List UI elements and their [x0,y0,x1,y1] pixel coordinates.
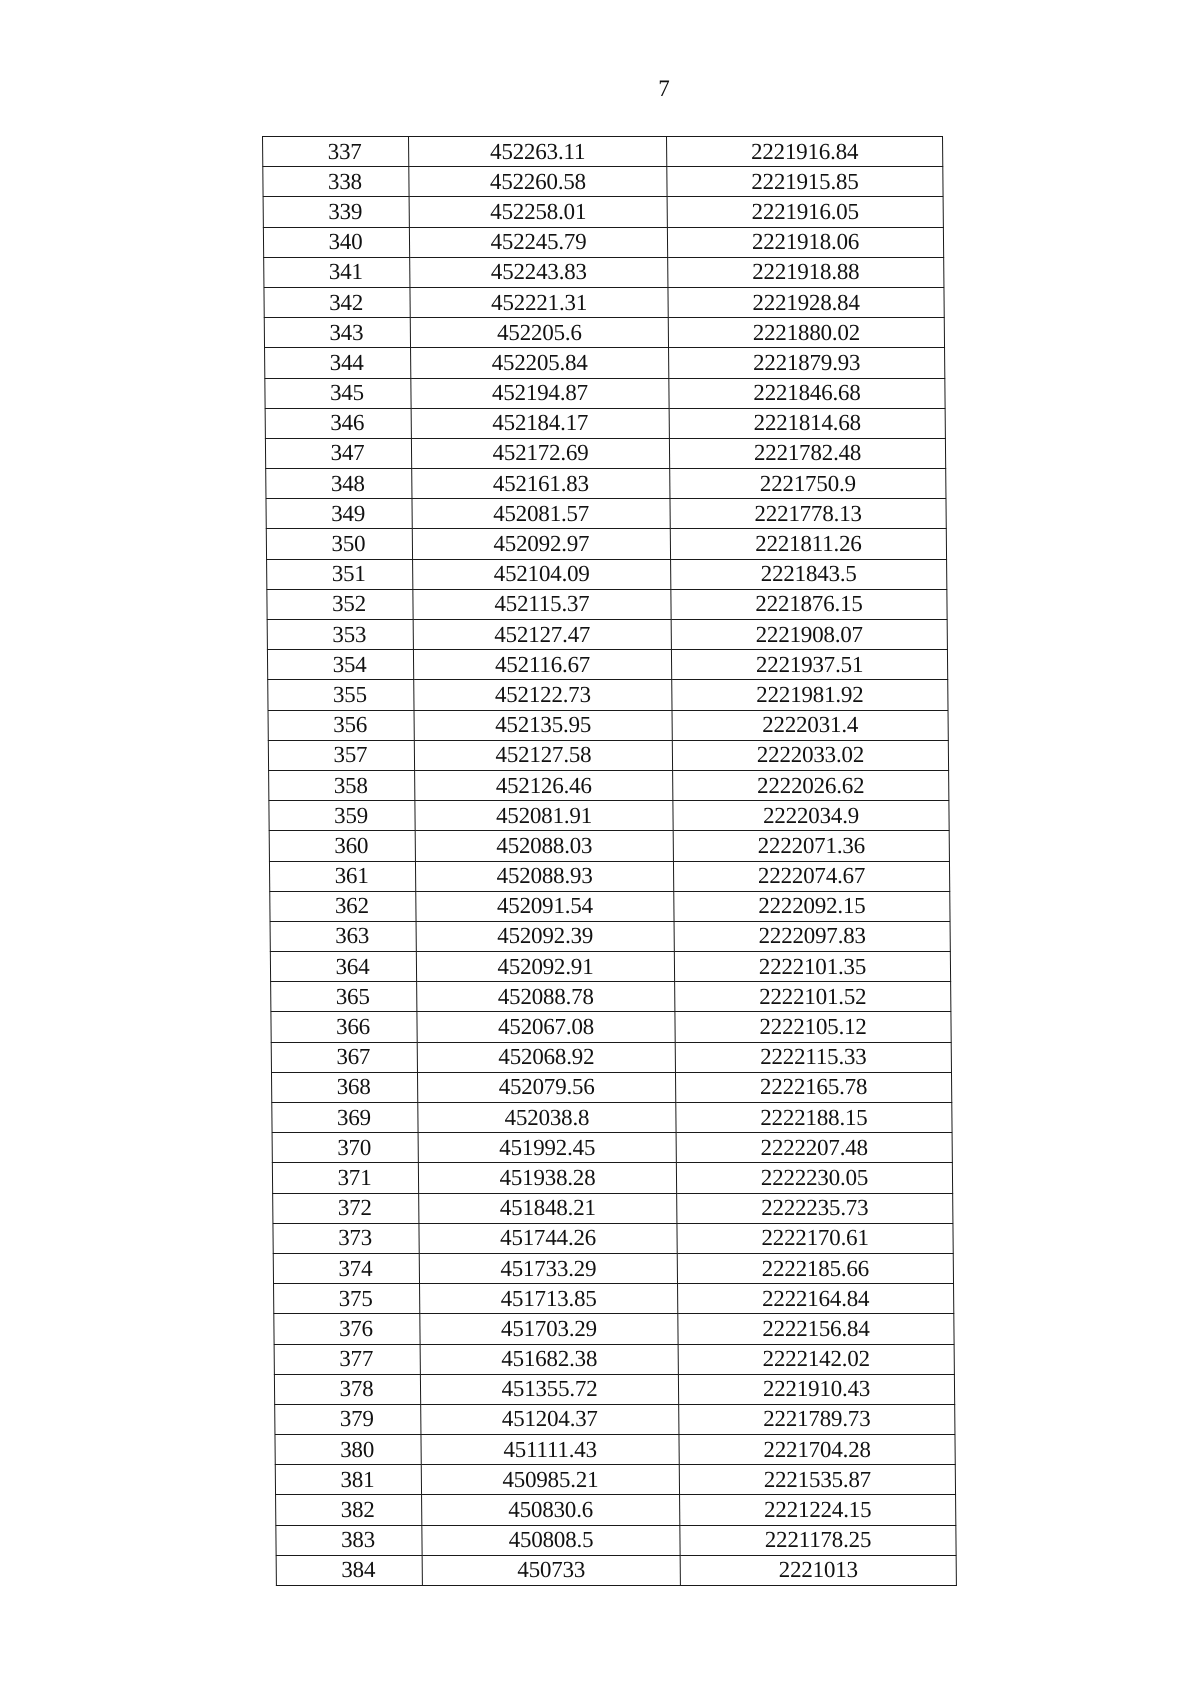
point-number-cell: 371 [272,1163,418,1193]
point-number-cell: 362 [270,891,416,921]
y-coordinate-cell: 2221916.84 [667,137,943,167]
point-number-cell: 370 [272,1133,418,1163]
table-row [265,378,945,408]
point-number-cell: 367 [271,1042,417,1072]
point-number-cell: 376 [274,1314,420,1344]
point-number-cell: 358 [269,770,415,800]
x-coordinate-cell: 452079.56 [417,1072,675,1102]
y-coordinate-cell: 2222034.9 [673,801,949,831]
y-coordinate-cell: 2221880.02 [668,318,944,348]
x-coordinate-cell: 452243.83 [410,257,668,287]
table-row [271,1012,951,1042]
point-number-cell: 354 [267,650,413,680]
y-coordinate-cell: 2222031.4 [672,710,948,740]
y-coordinate-cell: 2221704.28 [679,1435,955,1465]
point-number-cell: 366 [271,1012,417,1042]
point-number-cell: 353 [267,620,413,650]
x-coordinate-cell: 452221.31 [410,287,668,317]
y-coordinate-cell: 2221178.25 [680,1525,956,1555]
point-number-cell: 372 [273,1193,419,1223]
y-coordinate-cell: 2221224.15 [680,1495,956,1525]
y-coordinate-cell: 2222033.02 [672,740,948,770]
y-coordinate-cell: 2222097.83 [674,921,950,951]
y-coordinate-cell: 2222230.05 [676,1163,952,1193]
table-row [264,318,944,348]
y-coordinate-cell: 2221981.92 [672,680,948,710]
point-number-cell: 348 [266,469,412,499]
x-coordinate-cell: 451713.85 [420,1284,678,1314]
y-coordinate-cell: 2221908.07 [671,620,947,650]
x-coordinate-cell: 452135.95 [414,710,672,740]
table-row [276,1495,956,1525]
x-coordinate-cell: 452194.87 [411,378,669,408]
y-coordinate-cell: 2222074.67 [673,861,949,891]
x-coordinate-cell: 451992.45 [418,1133,676,1163]
point-number-cell: 352 [267,589,413,619]
x-coordinate-cell: 452092.91 [416,952,674,982]
table-row [267,650,947,680]
x-coordinate-cell: 451703.29 [420,1314,678,1344]
y-coordinate-cell: 2221937.51 [671,650,947,680]
x-coordinate-cell: 452127.58 [414,740,672,770]
x-coordinate-cell: 451682.38 [420,1344,678,1374]
table-row [267,559,947,589]
x-coordinate-cell: 452081.57 [412,499,670,529]
coordinates-table [262,136,957,1586]
table-row [266,469,946,499]
y-coordinate-cell: 2221013 [680,1555,956,1585]
table-row [265,348,945,378]
table-row [274,1374,954,1404]
x-coordinate-cell: 451204.37 [421,1404,679,1434]
table-row [267,620,947,650]
x-coordinate-cell: 452088.78 [417,982,675,1012]
table-row [274,1284,954,1314]
point-number-cell: 363 [270,921,416,951]
table-row [264,287,944,317]
point-number-cell: 378 [274,1374,420,1404]
point-number-cell: 344 [265,348,411,378]
point-number-cell: 338 [263,167,409,197]
y-coordinate-cell: 2222026.62 [673,770,949,800]
point-number-cell: 339 [263,197,409,227]
table-row [271,982,951,1012]
y-coordinate-cell: 2222170.61 [677,1223,953,1253]
point-number-cell: 375 [274,1284,420,1314]
table-row [264,257,944,287]
table-body [263,137,957,1586]
point-number-cell: 379 [275,1404,421,1434]
x-coordinate-cell: 452104.09 [413,559,671,589]
x-coordinate-cell: 451733.29 [419,1253,677,1283]
y-coordinate-cell: 2221910.43 [678,1374,954,1404]
y-coordinate-cell: 2222092.15 [674,891,950,921]
point-number-cell: 356 [268,710,414,740]
x-coordinate-cell: 450830.6 [422,1495,680,1525]
table-row [268,680,948,710]
x-coordinate-cell: 451938.28 [418,1163,676,1193]
table-row [266,529,946,559]
point-number-cell: 349 [266,499,412,529]
point-number-cell: 369 [272,1103,418,1133]
point-number-cell: 343 [264,318,410,348]
table-row [263,197,943,227]
table-row [273,1193,953,1223]
x-coordinate-cell: 452126.46 [415,770,673,800]
y-coordinate-cell: 2222142.02 [678,1344,954,1374]
x-coordinate-cell: 452092.39 [416,921,674,951]
y-coordinate-cell: 2221916.05 [667,197,943,227]
y-coordinate-cell: 2221782.48 [669,438,945,468]
y-coordinate-cell: 2221879.93 [669,348,945,378]
x-coordinate-cell: 452205.6 [410,318,668,348]
x-coordinate-cell: 452184.17 [411,408,669,438]
point-number-cell: 374 [273,1253,419,1283]
table-row [270,891,950,921]
y-coordinate-cell: 2221928.84 [668,287,944,317]
table-row [271,1042,951,1072]
y-coordinate-cell: 2222188.15 [676,1103,952,1133]
x-coordinate-cell: 452067.08 [417,1012,675,1042]
y-coordinate-cell: 2221814.68 [669,408,945,438]
point-number-cell: 382 [276,1495,422,1525]
y-coordinate-cell: 2221915.85 [667,167,943,197]
point-number-cell: 361 [269,861,415,891]
x-coordinate-cell: 451848.21 [419,1193,677,1223]
table-row [276,1525,956,1555]
point-number-cell: 383 [276,1525,422,1555]
y-coordinate-cell: 2222185.66 [677,1253,953,1283]
x-coordinate-cell: 452092.97 [412,529,670,559]
x-coordinate-cell: 452088.03 [415,831,673,861]
x-coordinate-cell: 452088.93 [415,861,673,891]
y-coordinate-cell: 2222101.52 [675,982,951,1012]
table-row [265,438,945,468]
y-coordinate-cell: 2221535.87 [679,1465,955,1495]
point-number-cell: 384 [276,1555,422,1585]
point-number-cell: 365 [271,982,417,1012]
point-number-cell: 359 [269,801,415,831]
point-number-cell: 341 [264,257,410,287]
page-number: 7 [658,76,670,101]
y-coordinate-cell: 2221918.88 [668,257,944,287]
table-row [272,1133,952,1163]
table-row [265,408,945,438]
table-row [270,921,950,951]
y-coordinate-cell: 2222156.84 [678,1314,954,1344]
table-row [272,1163,952,1193]
y-coordinate-cell: 2222235.73 [677,1193,953,1223]
table-row [275,1404,955,1434]
y-coordinate-cell: 2221750.9 [670,469,946,499]
x-coordinate-cell: 452205.84 [411,348,669,378]
table-row [263,137,943,167]
x-coordinate-cell: 452038.8 [418,1103,676,1133]
x-coordinate-cell: 452116.67 [413,650,671,680]
table-row [275,1435,955,1465]
x-coordinate-cell: 452091.54 [416,891,674,921]
x-coordinate-cell: 452081.91 [415,801,673,831]
table-row [274,1344,954,1374]
table-row [269,770,949,800]
table-row [273,1223,953,1253]
point-number-cell: 357 [268,740,414,770]
y-coordinate-cell: 2221918.06 [667,227,943,257]
x-coordinate-cell: 452122.73 [414,680,672,710]
y-coordinate-cell: 2222165.78 [675,1072,951,1102]
table-row [263,167,943,197]
table-row [275,1465,955,1495]
x-coordinate-cell: 451355.72 [420,1374,678,1404]
point-number-cell: 345 [265,378,411,408]
x-coordinate-cell: 452127.47 [413,620,671,650]
y-coordinate-cell: 2222207.48 [676,1133,952,1163]
y-coordinate-cell: 2222071.36 [673,831,949,861]
point-number-cell: 373 [273,1223,419,1253]
point-number-cell: 360 [269,831,415,861]
x-coordinate-cell: 452161.83 [412,469,670,499]
y-coordinate-cell: 2221846.68 [669,378,945,408]
point-number-cell: 355 [268,680,414,710]
x-coordinate-cell: 450808.5 [422,1525,680,1555]
x-coordinate-cell: 452263.11 [409,137,667,167]
y-coordinate-cell: 2221876.15 [671,589,947,619]
y-coordinate-cell: 2222115.33 [675,1042,951,1072]
y-coordinate-cell: 2222164.84 [678,1284,954,1314]
x-coordinate-cell: 452172.69 [411,438,669,468]
table-row [269,801,949,831]
table-row [270,952,950,982]
point-number-cell: 350 [266,529,412,559]
table-row [269,831,949,861]
table-row [276,1555,956,1585]
y-coordinate-cell: 2221789.73 [679,1404,955,1434]
point-number-cell: 381 [275,1465,421,1495]
table-row [268,740,948,770]
x-coordinate-cell: 452260.58 [409,167,667,197]
point-number-cell: 351 [267,559,413,589]
point-number-cell: 364 [270,952,416,982]
point-number-cell: 347 [265,438,411,468]
table-row [272,1103,952,1133]
x-coordinate-cell: 452115.37 [413,589,671,619]
table-row [269,861,949,891]
point-number-cell: 340 [263,227,409,257]
point-number-cell: 337 [263,137,409,167]
y-coordinate-cell: 2222105.12 [675,1012,951,1042]
point-number-cell: 377 [274,1344,420,1374]
y-coordinate-cell: 2221778.13 [670,499,946,529]
table-row [271,1072,951,1102]
x-coordinate-cell: 452068.92 [417,1042,675,1072]
y-coordinate-cell: 2222101.35 [674,952,950,982]
x-coordinate-cell: 451111.43 [421,1435,679,1465]
table-row [274,1314,954,1344]
table-row [267,589,947,619]
table-row [268,710,948,740]
table-row [266,499,946,529]
x-coordinate-cell: 450985.21 [421,1465,679,1495]
point-number-cell: 380 [275,1435,421,1465]
x-coordinate-cell: 452258.01 [409,197,667,227]
point-number-cell: 342 [264,287,410,317]
x-coordinate-cell: 450733 [422,1555,680,1585]
point-number-cell: 346 [265,408,411,438]
table-row [273,1253,953,1283]
table-row [263,227,943,257]
x-coordinate-cell: 452245.79 [409,227,667,257]
x-coordinate-cell: 451744.26 [419,1223,677,1253]
y-coordinate-cell: 2221811.26 [670,529,946,559]
point-number-cell: 368 [271,1072,417,1102]
y-coordinate-cell: 2221843.5 [671,559,947,589]
